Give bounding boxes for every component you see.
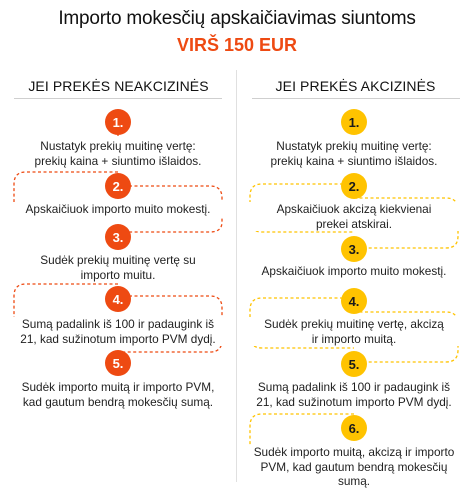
left-step-4-badge: 4. bbox=[105, 286, 131, 312]
page-title: Importo mokesčių apskaičiavimas siuntoms bbox=[58, 8, 416, 29]
right-step-3-line1: Apskaičiuok importo muito mokestį. bbox=[261, 264, 447, 278]
left-step-1-line1: Nustatyk prekių muitinę vertę: bbox=[40, 139, 196, 153]
right-step-5-badge: 5. bbox=[341, 351, 367, 377]
right-step-3-badge: 3. bbox=[341, 236, 367, 262]
right-step-6-line2: PVM, kad gautum bendrą mokesčių sumą. bbox=[260, 459, 448, 488]
left-step-3-line1: Sudėk prekių muitinę vertę su bbox=[40, 253, 196, 267]
left-step-2-badge: 2. bbox=[105, 173, 131, 199]
right-step-2-text bbox=[246, 202, 462, 231]
right-step-2-badge: 2. bbox=[341, 173, 367, 199]
left-step-5-text bbox=[10, 380, 226, 409]
left-step-1-badge: 1. bbox=[105, 109, 131, 135]
left-step-2-text bbox=[10, 202, 226, 217]
right-step-1-text bbox=[246, 139, 462, 168]
left-step-1-line2: prekių kaina + siuntimo išlaidos. bbox=[34, 153, 202, 168]
left-step-4-text bbox=[10, 317, 226, 346]
right-step-5-text bbox=[246, 380, 462, 409]
page-subtitle: VIRŠ 150 EUR bbox=[176, 35, 298, 55]
left-step-2-line1: Apskaičiuok importo muito mokestį. bbox=[25, 202, 211, 216]
left-step-3-text bbox=[10, 253, 226, 282]
left-step-5-line1: Sudėk importo muitą ir importo PVM, bbox=[21, 380, 215, 394]
right-step-5-line1: Sumą padalink iš 100 ir padaugink iš bbox=[257, 380, 451, 394]
right-step-6-text bbox=[246, 445, 462, 489]
left-step-4-line2: 21, kad sužinotum importo PVM dydį. bbox=[20, 331, 216, 346]
right-step-4-line2: ir importo muitą. bbox=[311, 331, 397, 346]
right-step-6-line1: Sudėk importo muitą, akcizą ir importo bbox=[253, 445, 455, 459]
left-column-heading: JEI PREKĖS NEAKCIZINĖS bbox=[28, 78, 209, 94]
left-step-3-line2: importo muitu. bbox=[80, 267, 156, 282]
right-step-5-line2: 21, kad sužinotum importo PVM dydį. bbox=[256, 394, 452, 409]
right-step-2-line2: prekei atskirai. bbox=[315, 216, 393, 231]
left-step-4-line1: Sumą padalink iš 100 ir padaugink iš bbox=[21, 317, 215, 331]
right-step-1-line2: prekių kaina + siuntimo išlaidos. bbox=[270, 153, 438, 168]
right-step-1-line1: Nustatyk prekių muitinę vertę: bbox=[276, 139, 432, 153]
right-step-3-text bbox=[246, 264, 462, 279]
right-step-1-badge: 1. bbox=[341, 109, 367, 135]
left-step-5-line2: kad gautum bendrą mokesčių sumą. bbox=[22, 394, 214, 409]
left-step-3-badge: 3. bbox=[105, 224, 131, 250]
right-step-4-badge: 4. bbox=[341, 288, 367, 314]
left-step-5-badge: 5. bbox=[105, 350, 131, 376]
right-step-6-badge: 6. bbox=[341, 415, 367, 441]
right-step-2-line1: Apskaičiuok akcizą kiekvienai bbox=[276, 202, 432, 216]
left-step-1-text bbox=[10, 139, 226, 168]
right-step-4-line1: Sudėk prekių muitinę vertę, akcizą bbox=[264, 317, 444, 331]
right-step-4-text bbox=[246, 317, 462, 346]
right-column-heading: JEI PREKĖS AKCIZINĖS bbox=[275, 78, 436, 94]
